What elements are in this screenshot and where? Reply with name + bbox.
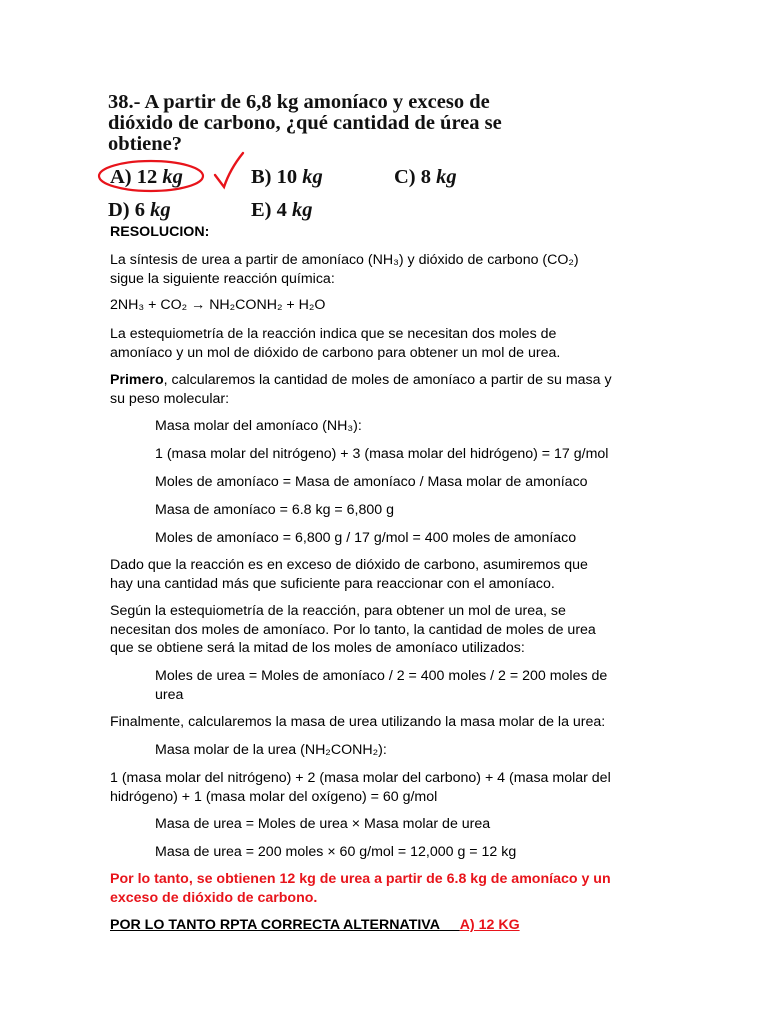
- question-text: [108, 92, 548, 155]
- step-moles-ammonia: Moles de amoníaco = 6,800 g / 17 g/mol = 400 moles de amoníaco: [155, 530, 577, 546]
- answer-circle-mark: [97, 159, 205, 193]
- step-molar-mass-nh3: Masa molar del amoníaco (NH₃):: [155, 418, 362, 434]
- step-mass-ammonia: Masa de amoníaco = 6.8 kg = 6,800 g: [155, 502, 394, 518]
- conclusion-text: Por lo tanto, se obtienen 12 kg de urea a partir de 6.8 kg de amoníaco y un exceso de dióxido de carbono.: [110, 871, 611, 906]
- paragraph-1: La síntesis de urea a partir de amoníaco (NH₃) y dióxido de carbono (CO₂) sigue la siguiente reacción química:: [110, 252, 579, 287]
- step-molar-mass-calc: 1 (masa molar del nitrógeno) + 3 (masa molar del hidrógeno) = 17 g/mol: [155, 446, 609, 462]
- paragraph-5: Según la estequiometría de la reacción, para obtener un mol de urea, se necesitan dos moles de amoníaco. Por lo tanto, la cantidad de moles de urea que se obtiene será la mitad de los moles de amoníaco utilizados:: [110, 603, 596, 657]
- question-statement: 38.- A partir de 6,8 kg amoníaco y exceso de dióxido de carbono, ¿qué cantidad de úrea se obtiene?: [108, 91, 502, 155]
- option-e: E) 4 kg: [251, 199, 313, 221]
- step-mass-urea-result: Masa de urea = 200 moles × 60 g/mol = 12,000 g = 12 kg: [155, 844, 517, 860]
- paragraph-6: Finalmente, calcularemos la masa de urea utilizando la masa molar de la urea:: [110, 714, 606, 730]
- option-c: C) 8 kg: [394, 166, 457, 188]
- final-answer-line: [110, 916, 520, 935]
- solution-heading: RESOLUCION:: [110, 224, 210, 240]
- step-moles-formula: Moles de amoníaco = Masa de amoníaco / Masa molar de amoníaco: [155, 474, 588, 490]
- paragraph-3: Primero, calcularemos la cantidad de moles de amoníaco a partir de su masa y su peso molecular:: [110, 372, 612, 407]
- final-answer-label: POR LO TANTO RPTA CORRECTA ALTERNATIVA: [110, 917, 440, 933]
- step-moles-urea: Moles de urea = Moles de amoníaco / 2 = 400 moles / 2 = 200 moles de urea: [155, 668, 608, 703]
- reaction-equation: 2NH₃ + CO₂ → NH₂CONH₂ + H₂O: [110, 297, 326, 313]
- checkmark-icon: [212, 151, 246, 191]
- paragraph-2: La estequiometría de la reacción indica que se necesitan dos moles de amoníaco y un mol de dióxido de carbono para obtener un mol de urea.: [110, 326, 561, 361]
- option-a: A) 12 kg: [110, 166, 183, 188]
- step-mass-urea-formula: Masa de urea = Moles de urea × Masa molar de urea: [155, 816, 491, 832]
- paragraph-4: Dado que la reacción es en exceso de dióxido de carbono, asumiremos que hay una cantidad más que suficiente para reaccionar con el amoníaco.: [110, 557, 588, 592]
- option-b: B) 10 kg: [251, 166, 323, 188]
- option-d: D) 6 kg: [108, 199, 171, 221]
- final-answer-value: A) 12 KG: [459, 917, 520, 933]
- step-molar-mass-urea: Masa molar de la urea (NH₂CONH₂):: [155, 742, 387, 758]
- paragraph-7: 1 (masa molar del nitrógeno) + 2 (masa molar del carbono) + 4 (masa molar del hidrógeno) + 1 (masa molar del oxígeno) = 60 g/mol: [110, 770, 611, 805]
